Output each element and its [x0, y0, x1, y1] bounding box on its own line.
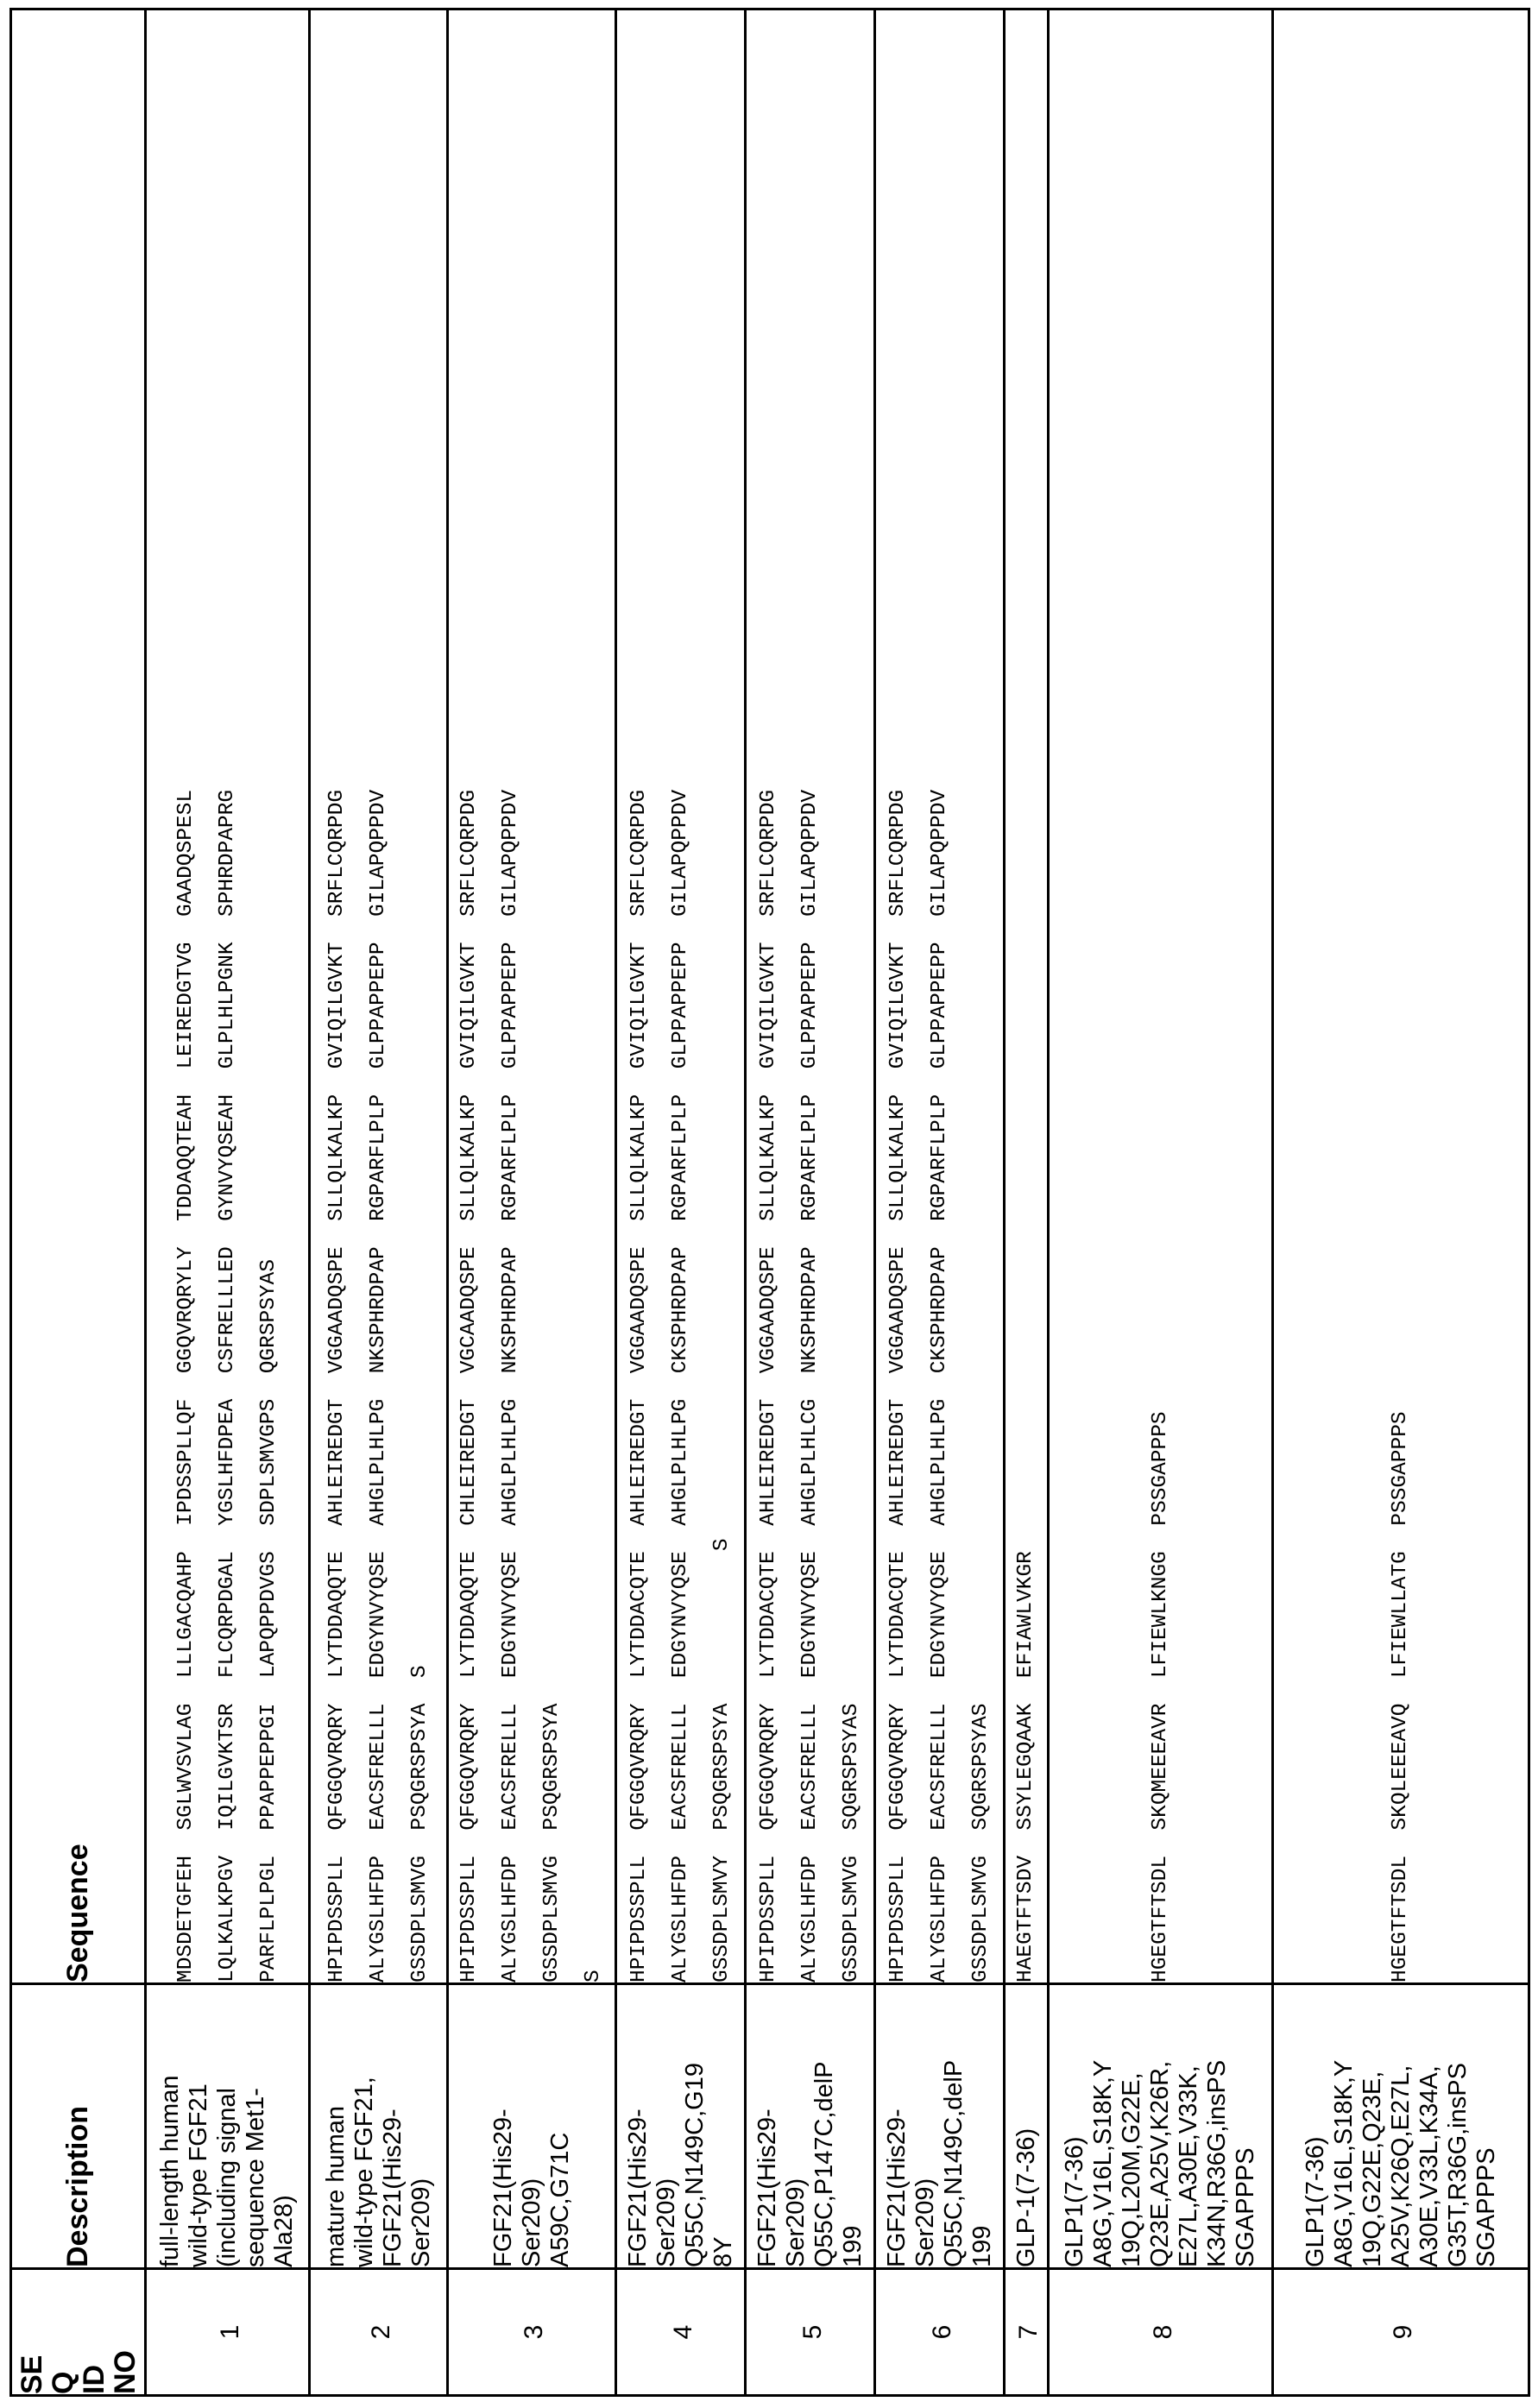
- sequence-cell: [875, 9, 1005, 1984]
- sequence-line: GSSDPLSMVG PSQGRSPSYA S: [407, 1665, 432, 1983]
- header-row: [11, 9, 146, 2396]
- sequence-line: HPIPDSSPLL QFGGQVRQRY LYTDDACQTE AHLEIREDGT VGGAADQSPE SLLQLKALKP GVIQILGVKT SRFLCQRPDG: [627, 789, 651, 1983]
- seq-id-cell: 3: [448, 2269, 616, 2396]
- description-cell: FGF21(His29- Ser209) A59C,G71C: [448, 1984, 616, 2269]
- header-description: Description: [11, 1984, 146, 2269]
- header-seq-id-no: [11, 2269, 146, 2396]
- sequence-line: LQLKALKPGV IQILGVKTSR FLCQRPDGAL YGSLHFDPEA CSFRELLLED GYNVYQSEAH GLPLHLPGNK SPHRDPAPRG: [215, 789, 239, 1983]
- sequence-line: HPIPDSSPLL QFGGQVRQRY LYTDDACQTE AHLEIREDGT VGGAADQSPE SLLQLKALKP GVIQILGVKT SRFLCQRPDG: [756, 789, 780, 1983]
- sequence-line: HPIPDSSPLL QFGGQVRQRY LYTDDACQTE AHLEIREDGT VGGAADQSPE SLLQLKALKP GVIQILGVKT SRFLCQRPDG: [886, 789, 910, 1983]
- sequence-line: GSSDPLSMVG SQGRSPSYAS: [968, 1703, 993, 1983]
- table-row: [448, 9, 616, 2396]
- sequence-line: PARFLPLPGL PPAPPEPPGI LAPQPPDVGS SDPLSMVGPS QGRSPSYAS: [256, 1258, 281, 1983]
- sequence-cell: [448, 9, 616, 1984]
- table-row: [1273, 9, 1529, 2396]
- sequence-line: ALYGSLHFDP EACSFRELLL EDGYNVYQSE AHGLPLHLPG CKSPHRDPAP RGPARFLPLP GLPPAPPEPP GILAPQPPDV: [927, 789, 951, 1983]
- sequence-line: HGEGTFTSDL SKQLEEEAVQ LFIEWLLATG PSSGAPPPS: [1389, 1411, 1412, 1983]
- description-cell: FGF21(His29- Ser209) Q55C,N149C,G19 8Y: [616, 1984, 746, 2269]
- seq-id-cell: 1: [146, 2269, 310, 2396]
- description-cell: FGF21(His29- Ser209) Q55C,P147C,delP 199: [746, 1984, 875, 2269]
- description-cell: GLP1(7-36) A8G,V16L,S18K,Y 19Q,G22E,Q23E, A25V,K26Q,E27L, A30E,V33L,K34A, G35T,R36G,insPS SGAPPPS: [1273, 1984, 1529, 2269]
- seq-id-cell: 9: [1273, 2269, 1529, 2396]
- sequence-cell: [1049, 9, 1273, 1984]
- sequence-table: [9, 8, 1530, 2397]
- sequence-line: HGEGTFTSDL SKQMEEEAVR LFIEWLKNGG PSSGAPPPS: [1148, 1411, 1172, 1983]
- sequence-cell: [146, 9, 310, 1984]
- table-row: [746, 9, 875, 2396]
- sequence-line: HPIPDSSPLL QFGGQVRQRY LYTDDAQQTE CHLEIREDGT VGCAADQSPE SLLQLKALKP GVIQILGVKT SRFLCQRPDG: [457, 789, 481, 1983]
- table-row: [1005, 9, 1049, 2396]
- description-cell: full-length human wild-type FGF21 (including signal sequence Met1- Ala28): [146, 1984, 310, 2269]
- table-row: [1049, 9, 1273, 2396]
- table-row: [310, 9, 448, 2396]
- sequence-cell: [746, 9, 875, 1984]
- sequence-line: GSSDPLSMVG SQGRSPSYAS: [839, 1703, 863, 1983]
- sequence-line: HAEGTFTSDV SSYLEGQAAK EFIAWLVKGR: [1014, 1551, 1037, 1983]
- seq-id-cell: 2: [310, 2269, 448, 2396]
- sequence-line: GSSDPLSMVG PSQGRSPSYA: [540, 1703, 564, 1983]
- seq-id-cell: 8: [1049, 2269, 1273, 2396]
- description-cell: FGF21(His29- Ser209) Q55C,N149C,delP 199: [875, 1984, 1005, 2269]
- sequence-line: ALYGSLHFDP EACSFRELLL EDGYNVYQSE AHGLPLHLPG CKSPHRDPAP RGPARFLPLP GLPPAPPEPP GILAPQPPDV: [668, 789, 692, 1983]
- table-row: [616, 9, 746, 2396]
- sequence-line: ALYGSLHFDP EACSFRELLL EDGYNVYQSE AHGLPLHLCG NKSPHRDPAP RGPARFLPLP GLPPAPPEPP GILAPQPPDV: [798, 789, 822, 1983]
- sequence-line: S: [582, 1970, 605, 1983]
- rotated-sequence-table-container: [9, 10, 1521, 2397]
- description-cell: GLP-1(7-36): [1005, 1984, 1049, 2269]
- description-cell: mature human wild-type FGF21, FGF21(His29- Ser209): [310, 1984, 448, 2269]
- sequence-line: ALYGSLHFDP EACSFRELLL EDGYNVYQSE AHGLPLHLPG NKSPHRDPAP RGPARFLPLP GLPPAPPEPP GILAPQPPDV: [499, 789, 522, 1983]
- header-sequence: Sequence: [11, 9, 146, 1984]
- description-cell: GLP1(7-36) A8G,V16L,S18K,Y 19Q,L20M,G22E, Q23E,A25V,K26R, E27L,A30E,V33K, K34N,R36G,insPS SGAPPPS: [1049, 1984, 1273, 2269]
- sequence-cell: [616, 9, 746, 1984]
- table-row: [875, 9, 1005, 2396]
- seq-id-cell: 6: [875, 2269, 1005, 2396]
- sequence-cell: [1005, 9, 1049, 1984]
- sequence-cell: [1273, 9, 1529, 1984]
- sequence-line: HPIPDSSPLL QFGGQVRQRY LYTDDAQQTE AHLEIREDGT VGGAADQSPE SLLQLKALKP GVIQILGVKT SRFLCQRPDG: [325, 789, 349, 1983]
- sequence-line: ALYGSLHFDP EACSFRELLL EDGYNVYQSE AHGLPLHLPG NKSPHRDPAP RGPARFLPLP GLPPAPPEPP GILAPQPPDV: [366, 789, 390, 1983]
- sequence-line: GSSDPLSMVY PSQGRSPSYA S: [709, 1538, 734, 1983]
- sequence-cell: [310, 9, 448, 1984]
- sequence-line: MDSDETGFEH SGLWVSVLAG LLLGACQAHP IPDSSPLLQF GGQVRQRYLY TDDAQQTEAH LEIREDGTVG GAADQSPESL: [173, 789, 198, 1983]
- seq-id-cell: 4: [616, 2269, 746, 2396]
- seq-id-cell: 7: [1005, 2269, 1049, 2396]
- seq-id-cell: 5: [746, 2269, 875, 2396]
- header-seq-id-no-label: SE Q ID NO: [15, 2350, 142, 2394]
- table-row: [146, 9, 310, 2396]
